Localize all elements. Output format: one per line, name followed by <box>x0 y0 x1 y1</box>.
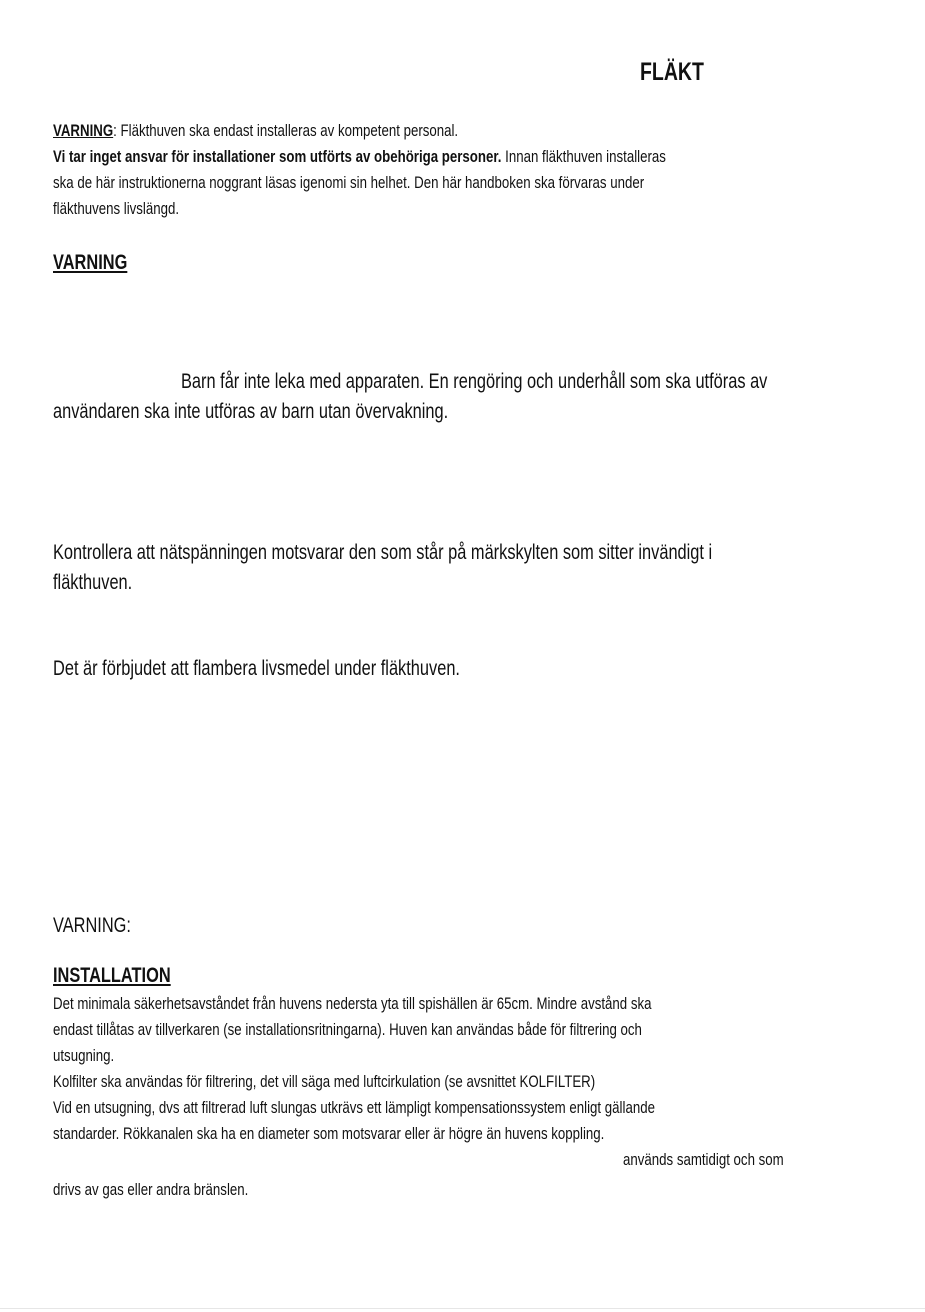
children-line-1: Barn får inte leka med apparaten. En rengöring och underhåll som ska utföras av <box>181 370 768 393</box>
installation-line-2: endast tillåtas av tillverkaren (se installationsritningarna). Huven kan användas både för filtrering och <box>53 1020 642 1039</box>
installation-line-5: Vid en utsugning, dvs att filtrerad luft slungas utkrävs ett lämpligt kompensationssystem enligt gällande <box>53 1098 655 1117</box>
installation-line-3: utsugning. <box>53 1046 115 1065</box>
installation-line-8: drivs av gas eller andra bränslen. <box>53 1180 249 1199</box>
warning-line-4: fläkthuvens livslängd. <box>53 199 180 218</box>
warning-label: VARNING <box>53 121 114 140</box>
installation-line-7-partial: används samtidigt och som <box>623 1150 784 1169</box>
warning-disclaimer-bold: Vi tar inget ansvar för installationer som utförts av obehöriga personer. <box>53 147 502 166</box>
installation-line-6: standarder. Rökkanalen ska ha en diameter som motsvarar eller är högre än huvens koppling. <box>53 1124 605 1143</box>
page-title: FLÄKT <box>640 58 704 86</box>
warning-line-3: ska de här instruktionerna noggrant läsas igenomi sin helhet. Den här handboken ska förvaras under <box>53 173 645 192</box>
warning-line-1-text: : Fläkthuven ska endast installeras av kompetent personal. <box>113 121 459 140</box>
installation-heading: INSTALLATION <box>53 964 171 987</box>
children-line-2: användaren ska inte utföras av barn utan övervakning. <box>53 400 449 423</box>
installation-line-1: Det minimala säkerhetsavståndet från huvens nedersta yta till spishällen är 65cm. Mindre avstånd ska <box>53 994 652 1013</box>
varning-heading: VARNING <box>53 251 128 274</box>
varning-plain: VARNING: <box>53 914 131 937</box>
warning-line-1 <box>53 118 458 144</box>
voltage-line-1: Kontrollera att nätspänningen motsvarar den som står på märkskylten som sitter invändigt i <box>53 541 713 564</box>
page-bottom-rule <box>0 1308 925 1309</box>
voltage-line-2: fläkthuven. <box>53 571 133 594</box>
warning-line-2-text: Innan fläkthuven installeras <box>501 147 666 166</box>
flambe-text: Det är förbjudet att flambera livsmedel under fläkthuven. <box>53 657 460 680</box>
installation-line-4: Kolfilter ska användas för filtrering, det vill säga med luftcirkulation (se avsnittet KOLFILTER) <box>53 1072 596 1091</box>
warning-line-2 <box>53 144 666 170</box>
